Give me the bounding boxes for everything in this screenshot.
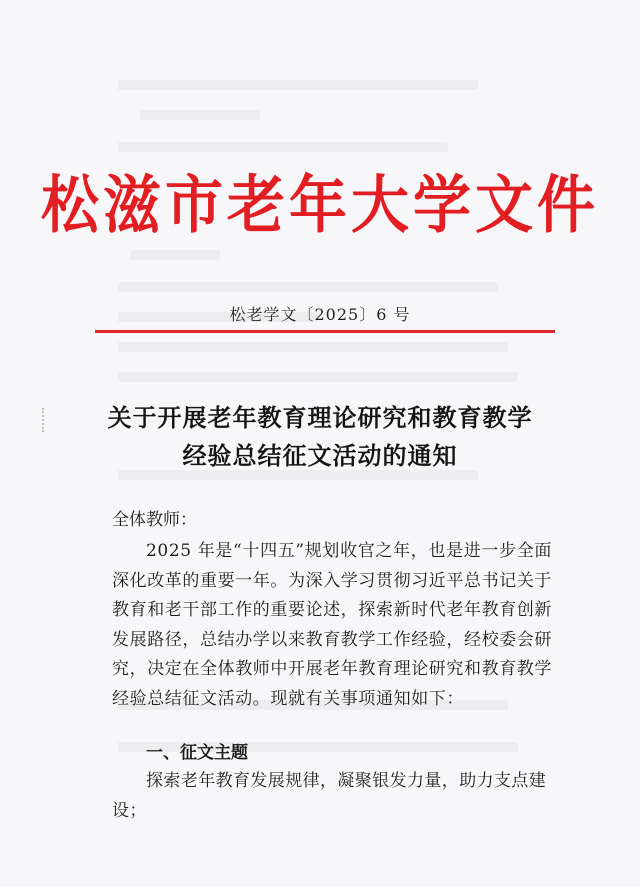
document-number: 松老学文〔2025〕6 号 — [229, 305, 411, 324]
section-theme-text: 探索老年教育发展规律，凝聚银发力量，助力支点建设； — [112, 771, 547, 821]
intro-paragraph: 2025 年是“十四五”规划收官之年，也是进一步全面深化改革的重要一年。为深入学习贯彻习近平总书记关于教育和老干部工作的重要论述，探索新时代老年教育创新发展路径，总结办学以来教育教学工作经验，经校委会研究，决定在全体教师中开展老年教育理论研究和教育教学经验总结征文活动。现就有关事项通知如下： — [112, 541, 552, 709]
section-heading-theme: 一、征文主题 — [146, 743, 248, 763]
salutation: 全体教师： — [112, 510, 197, 530]
masthead-title: 松滋市老年大学文件 — [40, 168, 599, 242]
notice-title-line-2: 经验总结征文活动的通知 — [182, 441, 458, 470]
notice-title-line-1: 关于开展老年教育理论研究和教育教学 — [107, 403, 533, 432]
red-divider-line — [95, 330, 555, 333]
